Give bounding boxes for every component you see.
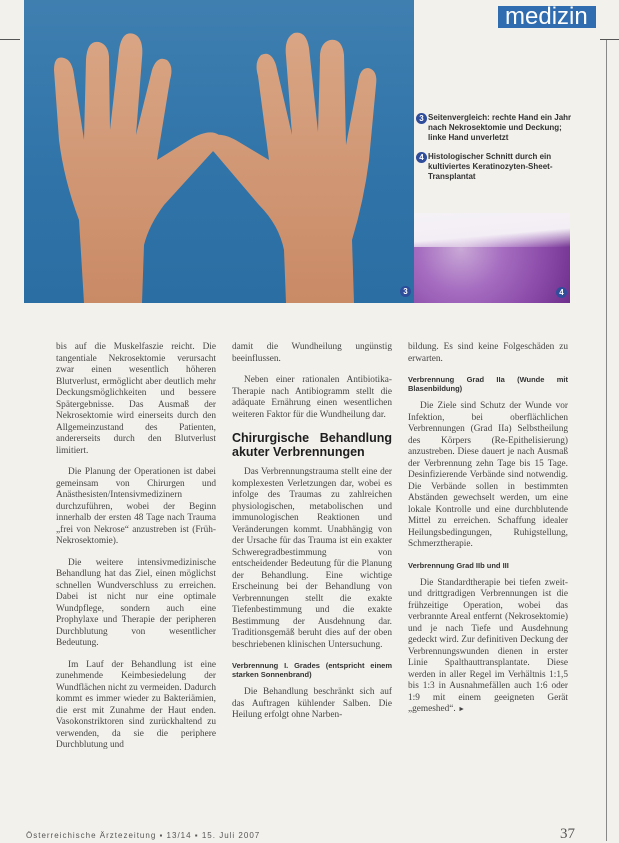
paragraph — [408, 578, 568, 716]
subheading: Verbrennung I. Grades (entspricht einem starken Sonnenbrand) — [232, 661, 392, 679]
subheading: Verbrennung Grad IIb und III — [408, 560, 509, 570]
text-column-3 — [408, 342, 568, 726]
journal-footer: Österreichische Ärztezeitung ▪ 13/14 ▪ 15. Juli 2007 — [26, 831, 261, 840]
page-number: 37 — [560, 826, 575, 842]
caption-badge: 3 — [416, 113, 427, 124]
crop-mark — [600, 39, 619, 40]
paragraph: damit die Wundheilung ungünstig beeinflussen. — [232, 342, 392, 364]
crop-mark — [606, 40, 607, 841]
paragraph-text: Die Standardtherapie bei tiefen zweit- und drittgradigen Verbrennungen ist die frühzeitige Operation, wobei das verbrannte Areal entfernt (Nekrosektomie) und je nach Tiefe und Ausdehnung gedeckt wird. Zur definitiven Deckung der Verbrennungswunden dienen in erster Linie Spalthauttransplantate. Diese werden in aller Regel im Verhältnis 1:1,5 bis 1:3 in Ausnahmefällen auch 1:6 oder 1:9 mit einem geeigneten Gerät „gemeshed“. — [408, 577, 568, 714]
figure-caption: Histologischer Schnitt durch ein kultiviertes Keratinozyten-Sheet-Transplantat — [428, 152, 553, 181]
hands-illustration — [24, 0, 414, 303]
crop-mark — [0, 39, 20, 40]
subheading: Verbrennung Grad IIa (Wunde mit Blasenbildung) — [408, 375, 568, 393]
paragraph: Das Verbrennungstrauma stellt eine der komplexesten Verletzungen dar, wobei es infolge des Traumas zu zahlreichen physiologischen, metabolischen und immunologischen Reaktionen und Veränderungen kommt. Unabhängig von der Ursache für das Trauma ist ein exakter Schweregradbestimmung von entscheidender Bedeutung für die Planung der Behandlung. Eine wichtige Erscheinung bei der Behandlung von Verbrennungen stellt die exakte Tiefenbestimmung und die exakte Bestimmung der Ausdehnung dar. Traditionsgemäß beruht dies auf der oben beschriebenen klinischen Untersuchung. — [232, 467, 392, 650]
figure-badge: 4 — [556, 287, 567, 298]
histology-image — [414, 213, 570, 303]
figure-caption: Seitenvergleich: rechte Hand ein Jahr nach Nekrosektomie und Deckung; linke Hand unverletzt — [428, 113, 572, 142]
left-hand — [54, 33, 221, 303]
paragraph: bildung. Es sind keine Folgeschäden zu erwarten. — [408, 342, 568, 364]
right-hand — [207, 33, 376, 303]
figure-badge: 3 — [400, 286, 411, 297]
paragraph: Die Planung der Operationen ist dabei gemeinsam von Chirurgen und Anästhesisten/Intensivmedizinern durchzuführen, wobei der Beginn innerhalb der ersten 48 Tage nach Trauma „frei von Nekrose“ anzustreben ist (Früh-Nekrosektomie). — [56, 467, 216, 546]
caption-badge: 4 — [416, 152, 427, 163]
paragraph: bis auf die Muskelfaszie reicht. Die tangentiale Nekrosektomie verursacht zwar einen wesentlich höheren Blutverlust, ermöglicht aber deutlich mehr Deckungsmöglichkeiten und bessere Spätergebnisse. Das Ausmaß der Nekrosektomie wird einerseits durch den Allgemeinzustand des Patienten, andererseits durch den Blutverlust limitiert. — [56, 342, 216, 456]
hands-photo — [24, 0, 414, 303]
histology-background — [414, 213, 570, 247]
end-mark-icon: ► — [458, 705, 466, 713]
text-column-1 — [56, 342, 216, 762]
paragraph: Die weitere intensivmedizinische Behandlung hat das Ziel, einen möglichst schnellen Wundverschluss zu erreichen. Dabei ist nicht nur eine optimale Wundpflege, sondern auch eine Prophylaxe und Therapie der peripheren Durchblutung von wesentlicher Bedeutung. — [56, 557, 216, 648]
section-heading: Chirurgische Behandlung akuter Verbrennungen — [232, 431, 392, 459]
section-header: medizin — [505, 3, 588, 30]
paragraph: Im Lauf der Behandlung ist eine zunehmende Keimbesiedelung der Wundflächen nicht zu vermeiden. Dadurch kommt es immer wieder zu Bakteriämien, die erst mit Zunahme der Haut enden. Vasokonstriktoren sind zurückhaltend zu verwenden, da sie die periphere Durchblutung und — [56, 659, 216, 750]
paragraph: Neben einer rationalen Antibiotika-Therapie nach Antibiogramm stellt die adäquate Ernährung einen wesentlichen weiteren Faktor für die Wundheilung dar. — [232, 375, 392, 420]
paragraph: Die Ziele sind Schutz der Wunde vor Infektion, bei oberflächlichen Verbrennungen (Grad IIa) Selbstheilung des Körpers (Re-Epithelisierung) anzustreben. Diese dauert je nach Ausmaß der Verbrennung zehn Tage bis 15 Tage. Desinfizierende Verbände sind notwendig. Die Verbände sollen in bestimmten Abständen gewechselt werden, um eine lokale Kontrolle und eine durchblutende Mittel zu erreichen. Schaffung idealer Heilungsbedingungen, Ruhigstellung, Schmerztherapie. — [408, 401, 568, 549]
text-column-2 — [232, 342, 392, 732]
paragraph: Die Behandlung beschränkt sich auf das Auftragen kühlender Salben. Die Heilung erfolgt ohne Narben- — [232, 687, 392, 720]
